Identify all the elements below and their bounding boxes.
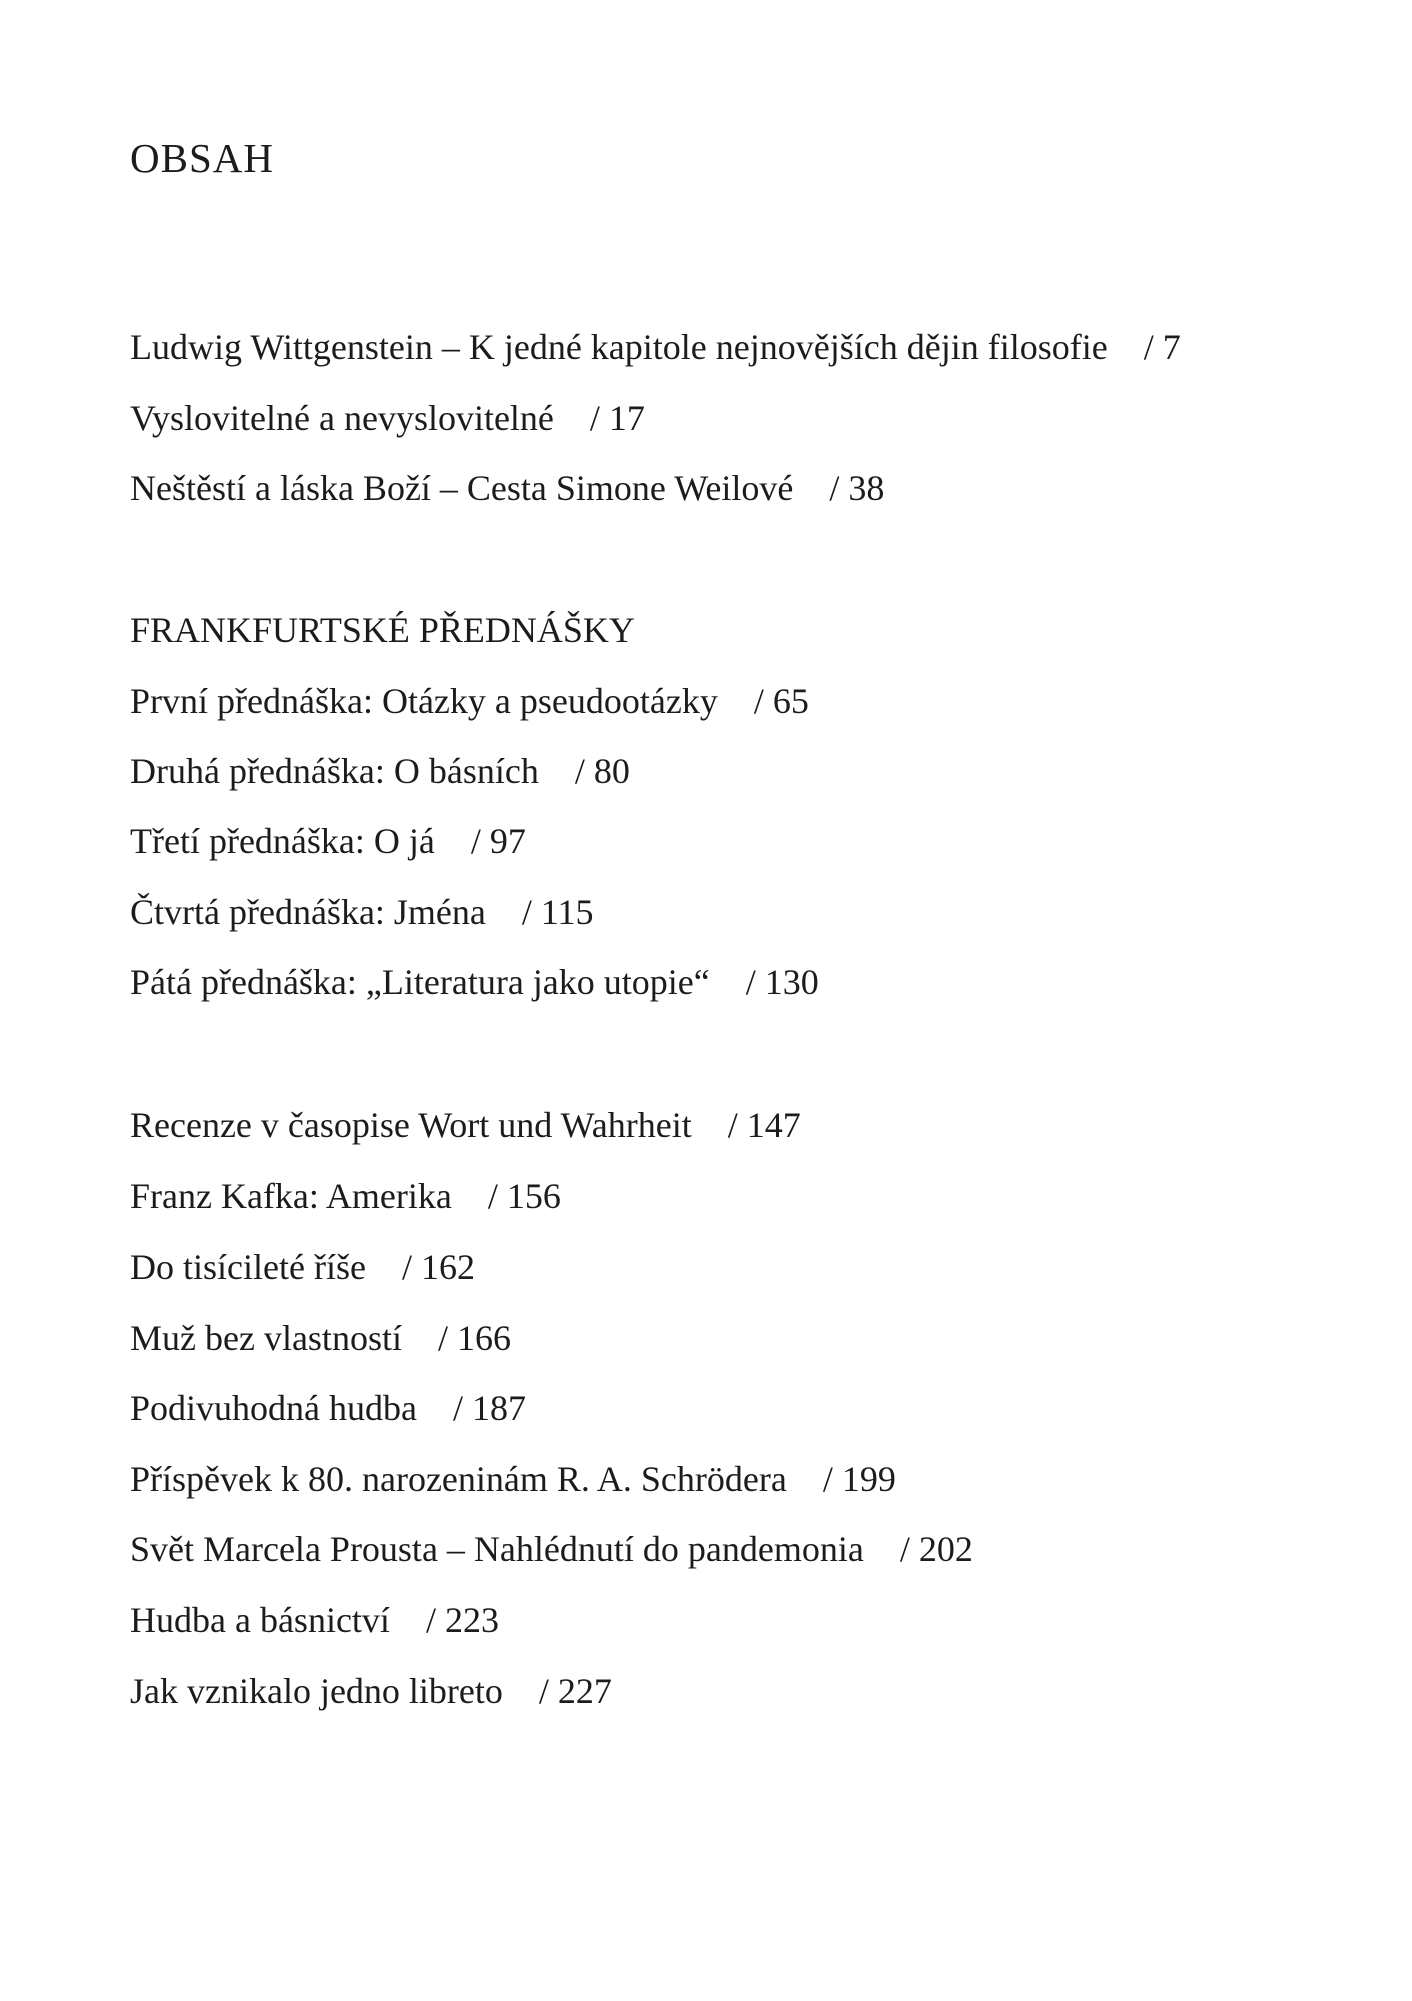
entry-page: / 147: [727, 1105, 801, 1145]
section-title-text: FRANKFURTSKÉ PŘEDNÁŠKY: [130, 610, 635, 650]
toc-entry: [130, 823, 526, 859]
toc-entry: [130, 1390, 526, 1426]
entry-title: Hudba a básnictví: [130, 1600, 390, 1640]
entry-page: / 130: [745, 962, 819, 1002]
entry-page: / 156: [487, 1176, 561, 1216]
section-title: [130, 612, 635, 648]
toc-entry: [130, 1107, 801, 1143]
toc-entry: [130, 470, 884, 506]
toc-title: OBSAH: [130, 135, 274, 181]
entry-page: / 202: [899, 1529, 973, 1569]
entry-title: Čtvrtá přednáška: Jména: [130, 892, 486, 932]
entry-page: / 97: [470, 821, 526, 861]
toc-entry: [130, 400, 645, 436]
toc-entry: [130, 683, 809, 719]
toc-entry: [130, 1531, 973, 1567]
entry-page: / 223: [425, 1600, 499, 1640]
entry-title: Ludwig Wittgenstein – K jedné kapitole nejnovějších dějin filosofie: [130, 327, 1108, 367]
entry-title: Pátá přednáška: „Literatura jako utopie“: [130, 962, 710, 1002]
entry-title: První přednáška: Otázky a pseudootázky: [130, 681, 718, 721]
entry-title: Svět Marcela Prousta – Nahlédnutí do pandemonia: [130, 1529, 864, 1569]
toc-entry: [130, 1673, 612, 1709]
entry-page: / 166: [437, 1318, 511, 1358]
entry-title: Druhá přednáška: O básních: [130, 751, 539, 791]
entry-page: / 162: [401, 1247, 475, 1287]
entry-title: Franz Kafka: Amerika: [130, 1176, 452, 1216]
toc-entry: [130, 1249, 475, 1285]
entry-page: / 199: [822, 1459, 896, 1499]
toc-entry: [130, 1320, 511, 1356]
entry-title: Příspěvek k 80. narozeninám R. A. Schrödera: [130, 1459, 787, 1499]
toc-entry: [130, 1178, 561, 1214]
entry-title: Třetí přednáška: O já: [130, 821, 435, 861]
entry-page: / 115: [521, 892, 594, 932]
toc-entry: [130, 1461, 896, 1497]
entry-title: Muž bez vlastností: [130, 1318, 402, 1358]
entry-page: / 38: [829, 468, 885, 508]
entry-page: / 7: [1143, 327, 1181, 367]
entry-title: Podivuhodná hudba: [130, 1388, 417, 1428]
entry-page: / 187: [452, 1388, 526, 1428]
entry-page: / 17: [589, 398, 645, 438]
toc-entry: [130, 894, 594, 930]
entry-page: / 227: [538, 1671, 612, 1711]
entry-page: / 80: [574, 751, 630, 791]
entry-title: Neštěstí a láska Boží – Cesta Simone Weilové: [130, 468, 794, 508]
toc-entry: [130, 1602, 499, 1638]
toc-entry: [130, 753, 630, 789]
entry-page: / 65: [753, 681, 809, 721]
toc-entry: [130, 964, 819, 1000]
toc-entry: [130, 329, 1181, 365]
entry-title: Vyslovitelné a nevyslovitelné: [130, 398, 554, 438]
entry-title: Recenze v časopise Wort und Wahrheit: [130, 1105, 692, 1145]
entry-title: Do tisícileté říše: [130, 1247, 366, 1287]
entry-title: Jak vznikalo jedno libreto: [130, 1671, 503, 1711]
